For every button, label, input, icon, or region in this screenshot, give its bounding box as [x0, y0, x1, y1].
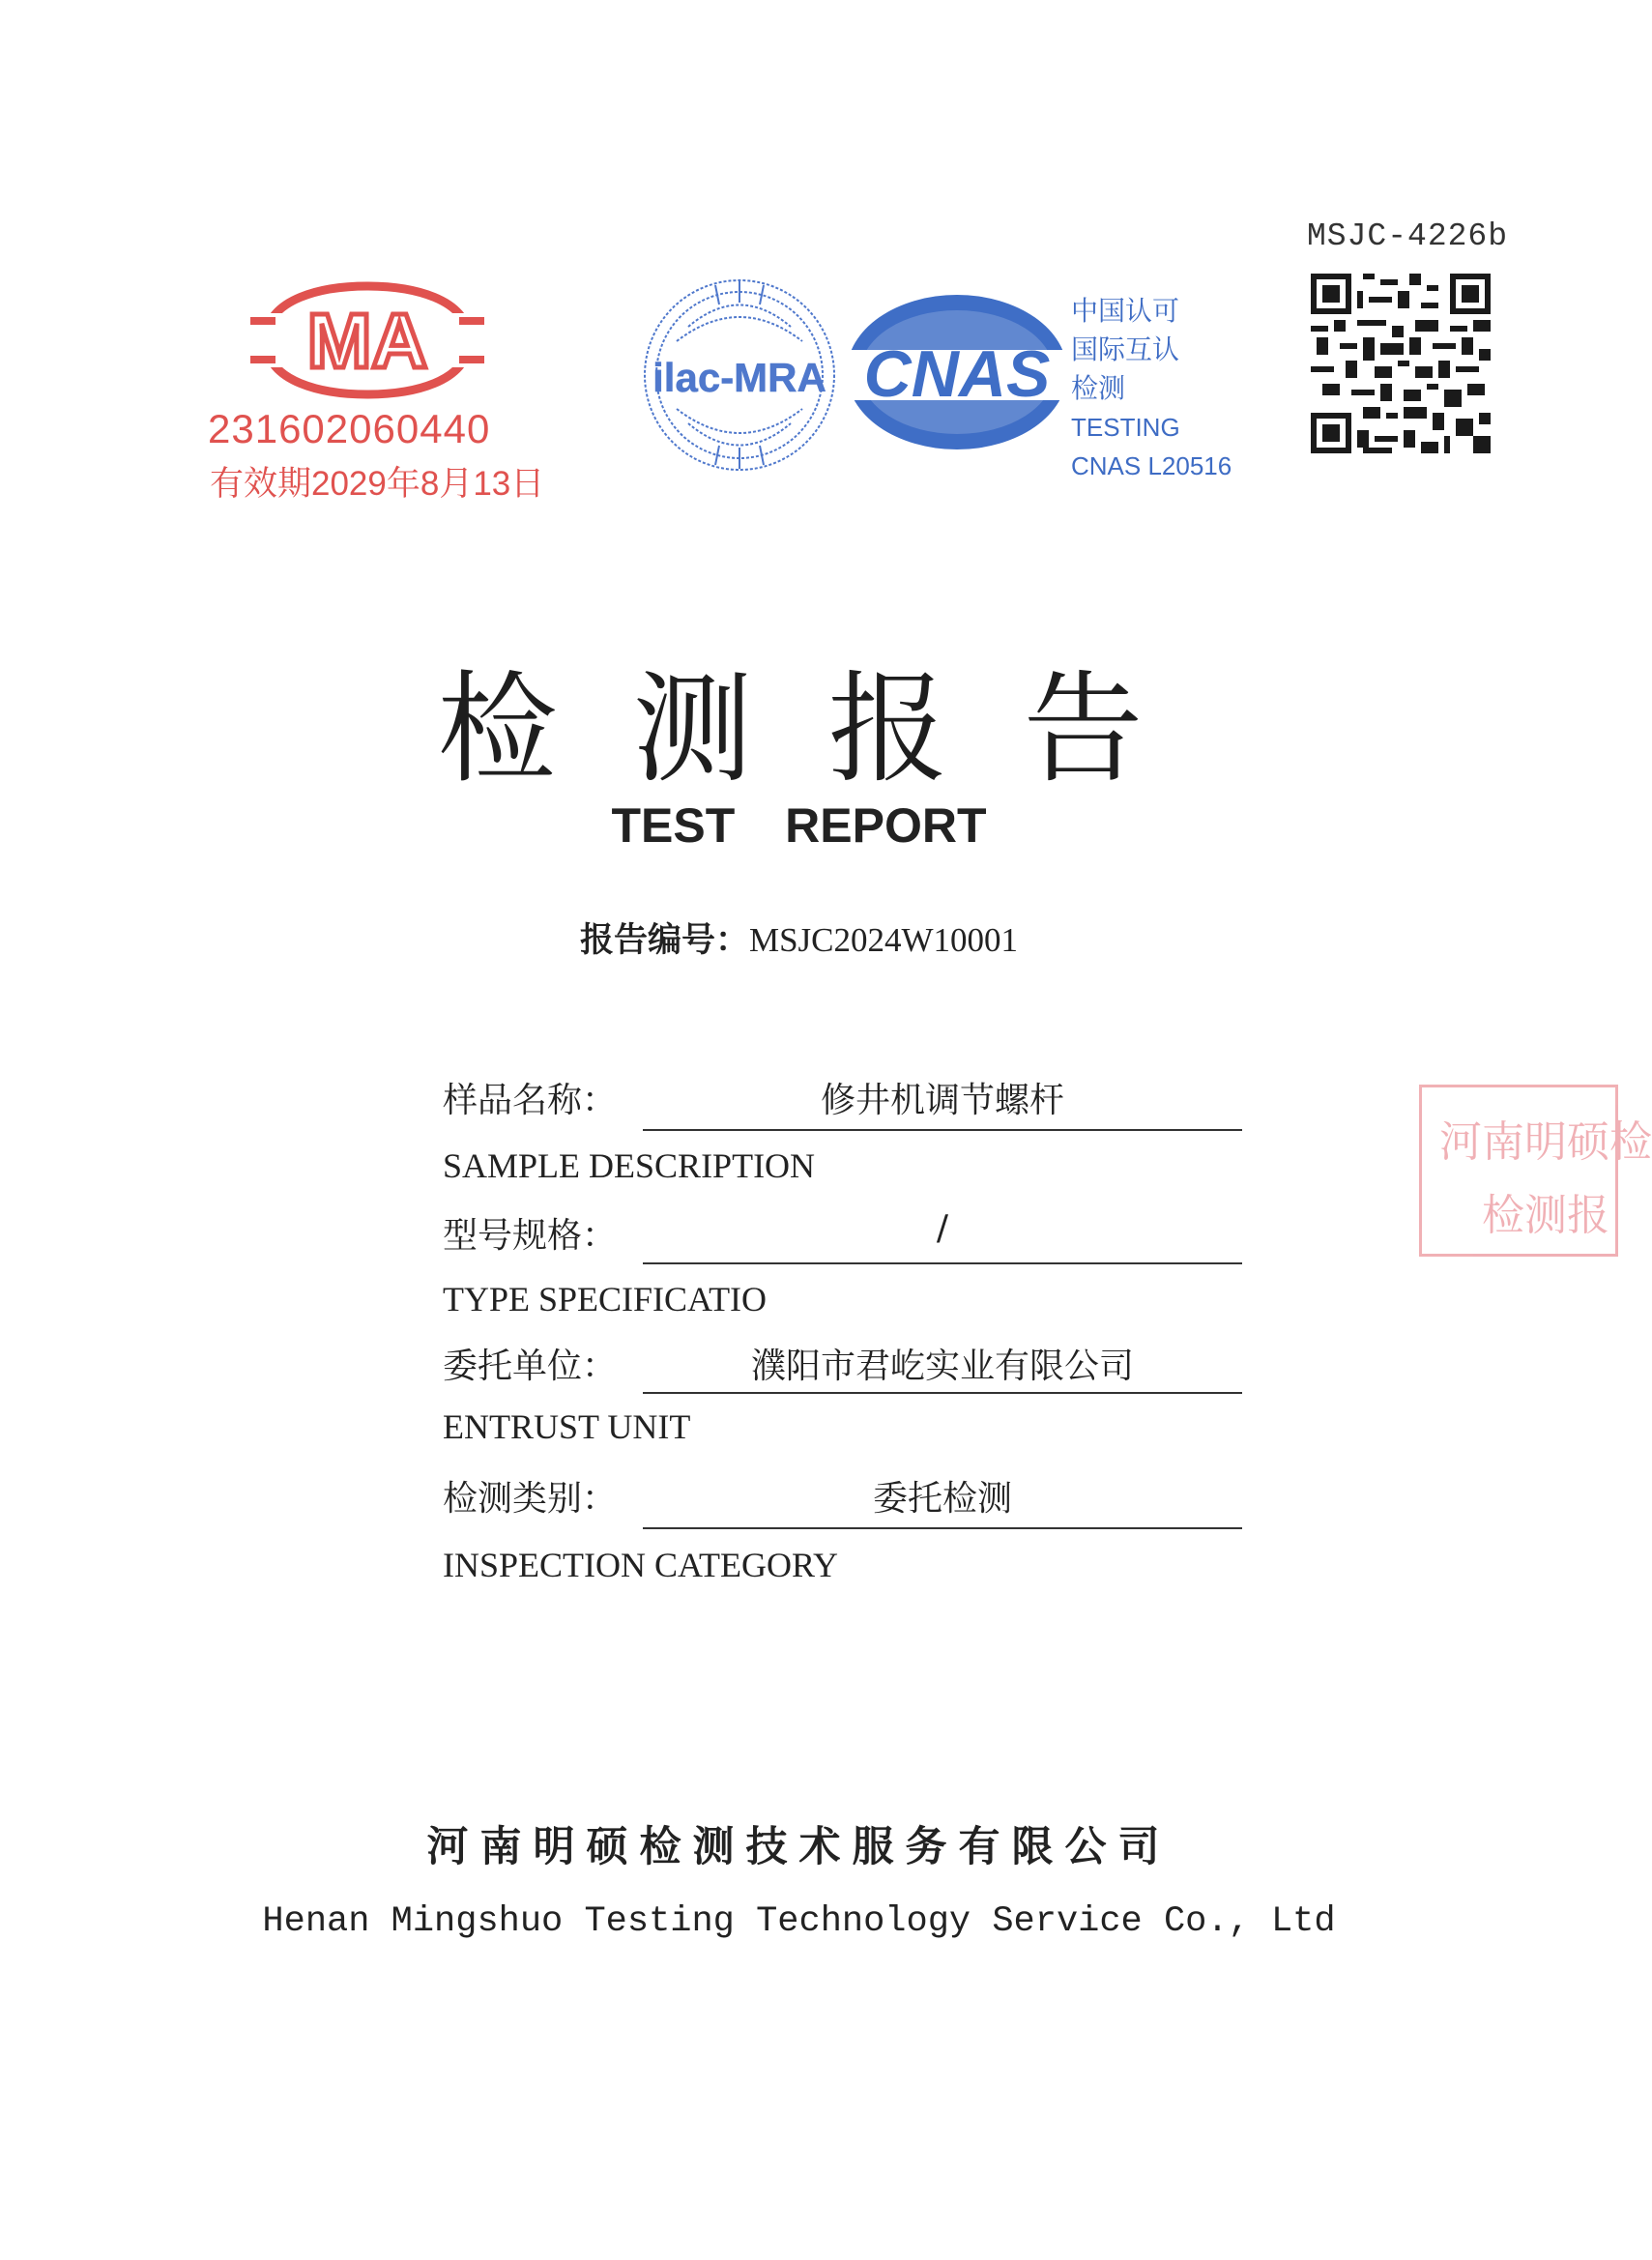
entrust-unit-value: 濮阳市君屹实业有限公司 — [750, 1347, 1134, 1386]
cma-logo-text: MA — [306, 298, 428, 384]
company-name-en: Henan Mingshuo Testing Technology Service Co., Ltd — [262, 1901, 1336, 1942]
side-seal-stamp — [1419, 1085, 1652, 1257]
report-number-label: 报告编号： — [579, 921, 749, 960]
qr-code — [1311, 274, 1491, 453]
cnas-cn-line3: 检测 — [1071, 372, 1126, 404]
inspection-category-value: 委托检测 — [872, 1479, 1012, 1519]
company-name-cn: 河南明硕检测技术服务有限公司 — [426, 1823, 1172, 1871]
cnas-code: CNAS L20516 — [1071, 451, 1232, 480]
sample-description-label-en: SAMPLE DESCRIPTION — [443, 1146, 816, 1185]
entrust-unit-label-en: ENTRUST UNIT — [443, 1407, 691, 1446]
report-number — [0, 913, 1598, 962]
cnas-logo — [841, 290, 1073, 454]
sample-name-value: 修井机调节螺杆 — [820, 1081, 1064, 1120]
cnas-testing-label: TESTING — [1071, 413, 1180, 442]
cnas-cn-line1: 中国认可 — [1071, 295, 1180, 327]
side-stamp-line1: 河南明硕检 — [1439, 1117, 1652, 1167]
cnas-cn-line2: 国际互认 — [1071, 333, 1180, 365]
type-specification-label-en: TYPE SPECIFICATIO — [443, 1280, 768, 1318]
document-code: MSJC-4226b — [1307, 218, 1509, 254]
type-spec-label: 型号规格： — [443, 1216, 618, 1256]
cma-cert-number: 231602060440 — [208, 406, 491, 451]
type-spec-value: / — [936, 1208, 949, 1248]
inspection-category-label: 检测类别： — [443, 1479, 618, 1519]
sample-name-underline — [643, 1129, 1242, 1131]
inspection-category-label-en: INSPECTION CATEGORY — [443, 1546, 839, 1584]
report-title-cn: 检测报告 — [437, 660, 1219, 799]
report-title-en: TEST REPORT — [611, 798, 987, 853]
type-spec-underline — [643, 1262, 1242, 1264]
inspection-category-underline — [643, 1527, 1242, 1529]
cma-logo — [237, 278, 498, 402]
ilac-mra-text: ilac-MRA — [652, 355, 826, 400]
side-stamp-line2: 检测报 — [1482, 1191, 1609, 1240]
cma-stamp — [208, 278, 545, 506]
entrust-unit-label: 委托单位： — [443, 1347, 618, 1386]
entrust-unit-underline — [643, 1392, 1242, 1394]
report-number-value: MSJC2024W10001 — [748, 921, 1019, 959]
cnas-logo-text: CNAS — [863, 337, 1051, 411]
ilac-mra-logo — [638, 274, 841, 477]
sample-name-label: 样品名称： — [443, 1081, 618, 1120]
cnas-caption — [1071, 292, 1232, 485]
cma-valid-until: 有效期2029年8月13日 — [210, 465, 545, 503]
